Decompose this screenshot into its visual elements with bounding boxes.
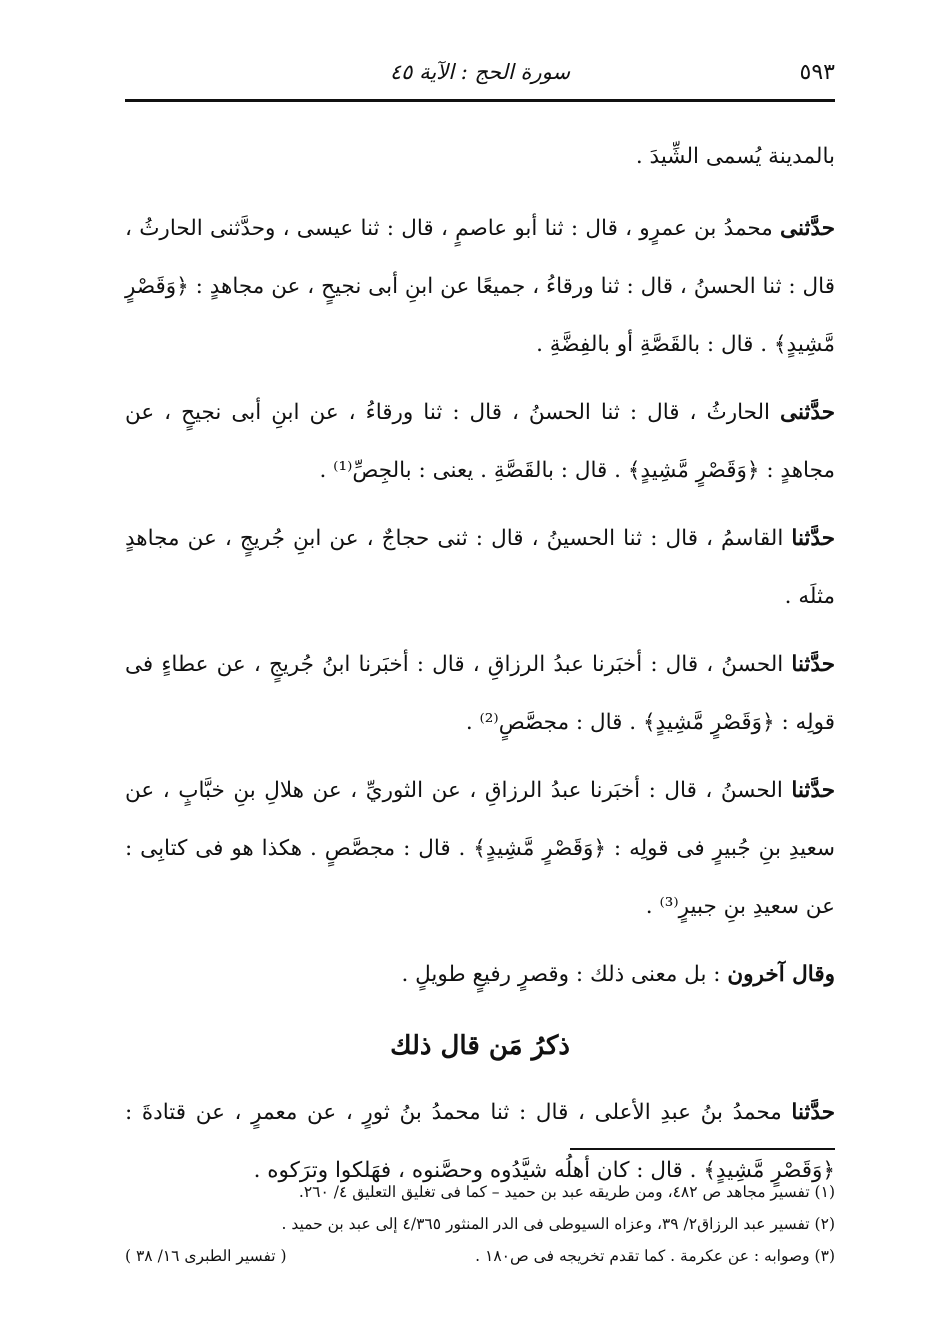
paragraph-lead: حدَّثنا bbox=[791, 1100, 835, 1125]
paragraph-text: بالمدينة يُسمى الشِّيدَ . bbox=[635, 144, 835, 169]
paragraph bbox=[125, 762, 835, 936]
paragraph-text: الحسنُ ، قال : أخبَرنا عبدُ الرزاقِ ، قال : أخبَرنا ابنُ جُريجٍ ، عن عطاءٍ فى قولِه : ﴿وَقَصْرٍ مَّشِيدٍ﴾ . قال : مجصَّصٍ⁽²⁾ . bbox=[125, 652, 835, 735]
main-text bbox=[125, 128, 835, 1210]
footnote: (٣) وصوابه : عن عكرمة . كما تقدم تخريجه فى ص١٨٠ . bbox=[475, 1247, 835, 1265]
footnote: (١) تفسير مجاهد ص ٤٨٢، ومن طريقه عبد بن حميد – كما فى تغليق التعليق ٤/ ٢٦٠. bbox=[298, 1183, 835, 1201]
source-reference: ( تفسير الطبرى ١٦/ ٣٨ ) bbox=[125, 1247, 287, 1265]
paragraph bbox=[125, 636, 835, 752]
section-title: ذكرُ مَن قال ذلك bbox=[390, 1031, 570, 1061]
paragraph-lead: حدَّثنى bbox=[780, 400, 835, 425]
page-number: ٥٩٣ bbox=[799, 59, 835, 85]
paragraph bbox=[125, 128, 835, 186]
footnotes bbox=[125, 1176, 835, 1272]
paragraph bbox=[125, 200, 835, 374]
paragraph-text: الحسنُ ، قال : أخبَرنا عبدُ الرزاقِ ، عن الثوريِّ ، عن هلالِ بنِ خبَّابٍ ، عن سعيدِ بنِ جُبيرٍ فى قولِه : ﴿وَقَصْرٍ مَّشِيدٍ﴾ . قال : مجصَّصٍ . هكذا هو فى كتابِى : عن سعيدِ بنِ جبيرٍ⁽³⁾ . bbox=[125, 778, 835, 919]
paragraph-lead: حدَّثنا bbox=[791, 526, 835, 551]
page-header bbox=[125, 52, 835, 92]
footnote: (٢) تفسير عبد الرزاق٢/ ٣٩، وعزاه السيوطى فى الدر المنثور ٤/٣٦٥ إلى عبد بن حميد . bbox=[281, 1215, 835, 1233]
footnote-row bbox=[125, 1240, 835, 1272]
paragraph-text: القاسمُ ، قال : ثنا الحسينُ ، قال : ثنى حجاجٌ ، عن ابنِ جُريجٍ ، عن مجاهدٍ مثلَه . bbox=[125, 526, 835, 609]
paragraph-lead: حدَّثنا bbox=[791, 778, 835, 803]
paragraph bbox=[125, 946, 835, 1004]
paragraph-lead: وقال آخرون bbox=[727, 962, 835, 987]
paragraph-lead: حدَّثنى bbox=[780, 216, 835, 241]
paragraph-text: الحارثُ ، قال : ثنا الحسنُ ، قال : ثنا ورقاءُ ، عن ابنِ أبى نجيحٍ ، عن مجاهدٍ : ﴿وَقَصْرٍ مَّشِيدٍ﴾ . قال : بالقَصَّةِ . يعنى : بالجِصِّ⁽¹⁾ . bbox=[125, 400, 835, 483]
paragraph-text: : بل معنى ذلك : وقصرٍ رفيعٍ طويلٍ . bbox=[401, 962, 728, 987]
paragraph bbox=[125, 510, 835, 626]
paragraph-lead: حدَّثنا bbox=[791, 652, 835, 677]
footnote-rule bbox=[570, 1148, 835, 1150]
paragraph-text: محمدُ بنُ عبدِ الأعلى ، قال : ثنا محمدُ بنُ ثورٍ ، عن معمرٍ ، عن قتادةَ : ﴿وَقَصْرٍ مَّشِيدٍ﴾ . قال : كان أهلُه شيَّدُوه وحصَّنوه ، فهَلكوا وترَكوه . bbox=[125, 1100, 835, 1183]
running-title: سورة الحج : الآية ٤٥ bbox=[389, 60, 571, 84]
header-rule bbox=[125, 99, 835, 102]
paragraph bbox=[125, 384, 835, 500]
paragraph-text: محمدُ بن عمرٍو ، قال : ثنا أبو عاصمٍ ، قال : ثنا عيسى ، وحدَّثنى الحارثُ ، قال : ثنا الحسنُ ، قال : ثنا ورقاءُ ، جميعًا عن ابنِ أبى نجيحٍ ، عن مجاهدٍ : ﴿وَقَصْرٍ مَّشِيدٍ﴾ . قال : بالقَصَّةِ أو بالفِضَّةِ . bbox=[125, 216, 835, 357]
